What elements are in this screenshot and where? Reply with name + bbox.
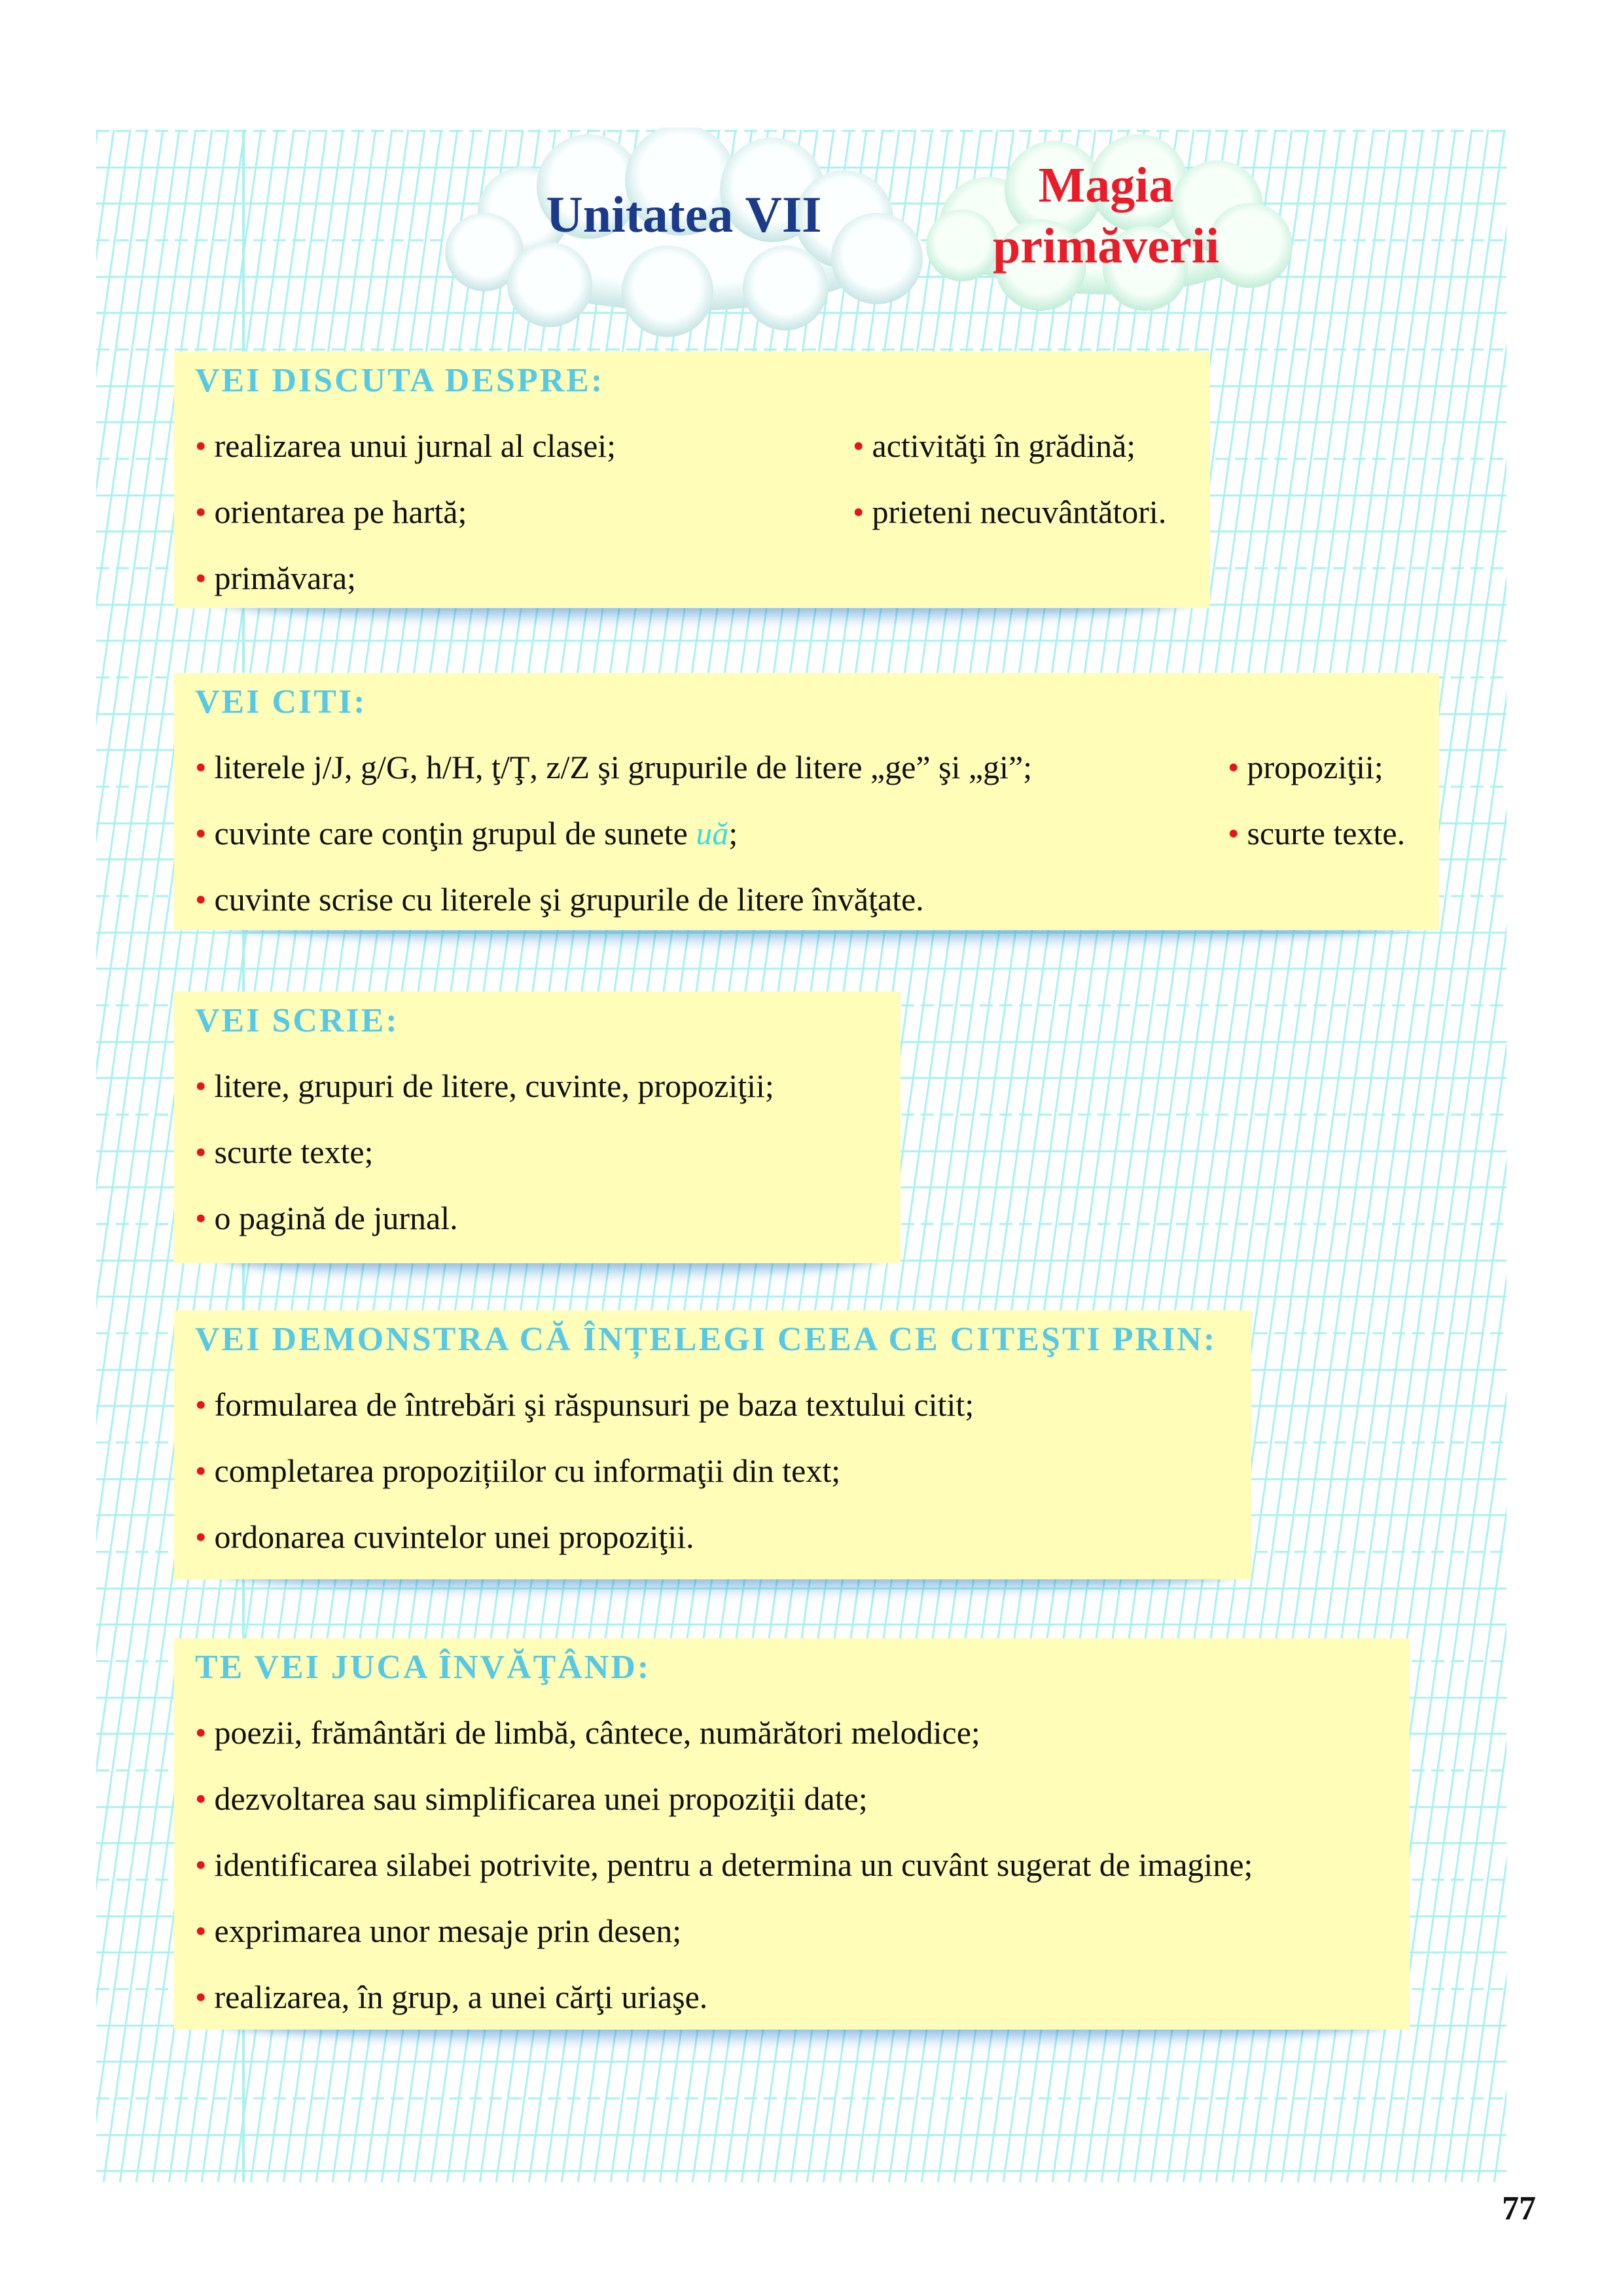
bullet-icon: • xyxy=(195,1780,207,1817)
list-item: • orientarea pe hartă; xyxy=(195,493,467,530)
bullet-icon: • xyxy=(1228,749,1240,785)
list-row xyxy=(195,867,1418,933)
list-item: • cuvinte scrise cu literele şi grupurile de litere învăţate. xyxy=(195,881,924,918)
list-row xyxy=(195,479,1189,545)
list-item: • completarea propozițiilor cu informaţii din text; xyxy=(195,1452,841,1489)
list-item: • exprimarea unor mesaje prin desen; xyxy=(195,1912,682,1949)
bullet-icon: • xyxy=(195,1452,207,1489)
list-item: • realizarea, în grup, a unei cărţi uriaşe. xyxy=(195,1979,708,2015)
unit-title: Unitatea VII xyxy=(546,186,822,243)
list-item: • litere, grupuri de litere, cuvinte, propoziţii; xyxy=(195,1067,774,1104)
section-play-learn xyxy=(174,1638,1410,2030)
bullet-icon: • xyxy=(195,427,207,464)
section-heading: VEI CITI: xyxy=(195,683,367,721)
list-item: • primăvara; xyxy=(195,560,357,596)
bullet-icon: • xyxy=(195,815,207,852)
section-heading: VEI DEMONSTRA CĂ ÎNȚELEGI CEEA CE CITEŞTI PRIN: xyxy=(195,1321,1217,1358)
section-read xyxy=(174,673,1439,930)
highlighted-sound-group: uă xyxy=(696,815,729,852)
list-item: • identificarea silabei potrivite, pentru a determina un cuvânt sugerat de imagine; xyxy=(195,1846,1253,1883)
bullet-icon: • xyxy=(195,749,207,785)
list-item: • formularea de întrebări şi răspunsuri pe baza textului citit; xyxy=(195,1386,974,1423)
unit-subtitle-line2: primăverii xyxy=(992,219,1220,274)
list-item: • poezii, frământări de limbă, cântece, numărători melodice; xyxy=(195,1714,980,1751)
section-discuss xyxy=(174,351,1210,608)
bullet-icon: • xyxy=(195,493,207,530)
bullet-icon: • xyxy=(195,560,207,596)
bullet-icon: • xyxy=(195,1912,207,1949)
list-row xyxy=(195,413,1189,479)
list-item: • literele j/J, g/G, h/H, ţ/Ţ, z/Z şi grupurile de litere „ge” şi „gi”; xyxy=(195,749,1033,785)
bullet-icon: • xyxy=(853,427,865,464)
section-heading: VEI SCRIE: xyxy=(195,1002,399,1039)
page-number: 77 xyxy=(1502,2190,1536,2227)
list-item: • activităţi în grădină; xyxy=(853,427,1136,464)
bullet-icon: • xyxy=(195,1714,207,1751)
bullet-icon: • xyxy=(853,493,865,530)
bullet-icon: • xyxy=(195,1846,207,1883)
list-item: • ordonarea cuvintelor unei propoziţii. xyxy=(195,1518,694,1555)
list-item: • propoziţii; xyxy=(1228,749,1383,785)
list-item: • realizarea unui jurnal al clasei; xyxy=(195,427,616,464)
bullet-icon: • xyxy=(195,1518,207,1555)
list-row xyxy=(195,545,1189,611)
section-demonstrate xyxy=(174,1310,1251,1579)
list-item: • prieteni necuvântători. xyxy=(853,493,1167,530)
bullet-icon: • xyxy=(195,1067,207,1104)
section-write xyxy=(174,992,901,1263)
bullet-icon: • xyxy=(195,1979,207,2015)
bullet-icon: • xyxy=(195,1200,207,1236)
list-row xyxy=(195,734,1418,800)
unit-subtitle-cloud xyxy=(910,134,1302,317)
list-item: • dezvoltarea sau simplificarea unei propoziţii date; xyxy=(195,1780,868,1817)
bullet-icon: • xyxy=(195,881,207,918)
section-heading: VEI DISCUTA DESPRE: xyxy=(195,362,605,399)
unit-subtitle-line1: Magia xyxy=(1038,158,1174,213)
section-heading: TE VEI JUCA ÎNVĂŢÂND: xyxy=(195,1649,651,1686)
bullet-icon: • xyxy=(1228,815,1240,852)
list-item: • o pagină de jurnal. xyxy=(195,1200,458,1236)
list-item: • scurte texte. xyxy=(1228,815,1406,852)
unit-title-cloud xyxy=(419,128,949,337)
list-row xyxy=(195,800,1418,867)
bullet-icon: • xyxy=(195,1134,207,1170)
list-item: • cuvinte care conţin grupul de sunete uă; xyxy=(195,815,738,852)
list-item: • scurte texte; xyxy=(195,1134,374,1170)
bullet-icon: • xyxy=(195,1386,207,1423)
